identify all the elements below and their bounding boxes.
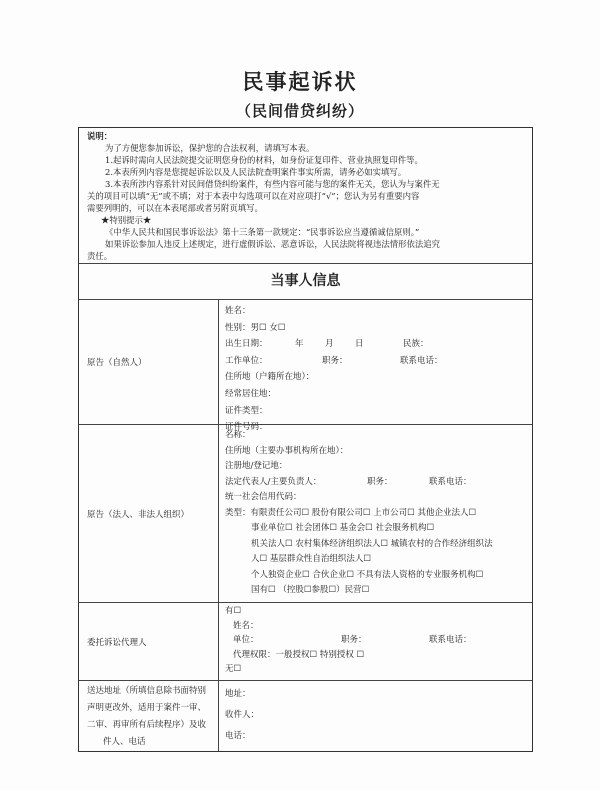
service-address-row [79, 681, 532, 751]
habitual-residence-field[interactable]: 经常居住地： [225, 388, 277, 399]
agent-unit-label: 单位： [233, 635, 259, 645]
legal-rep-line[interactable] [225, 475, 526, 491]
employer-label: 工作单位： [225, 355, 268, 366]
org-address-field[interactable]: 住所地（主要办事机构所在地）： [225, 445, 349, 456]
service-address-field[interactable]: 地址： [225, 689, 251, 699]
document-title: 民事起诉状 [242, 70, 358, 94]
id-type-field[interactable]: 证件类型： [225, 405, 268, 416]
position-label: 职务： [322, 355, 348, 366]
plaintiff-person-label: 原告（自然人） [79, 300, 219, 424]
day-label: 日 [355, 339, 364, 350]
instructions-heading: 说明： [87, 131, 113, 141]
org-type-options[interactable]: 国有☐ （控股☐参股☐）民营☐ [251, 585, 370, 595]
recipient-field[interactable]: 收件人： [225, 710, 260, 720]
instruction-line: 3.本表所涉内容系针对民间借贷纠纷案件，有些内容可能与您的案件无关，您认为与案件无 [105, 179, 440, 189]
agent-has-checkbox[interactable]: 有☐ [225, 606, 242, 616]
instruction-line: 如果诉讼参加人违反上述规定，进行虚假诉讼、恶意诉讼，人民法院将视违法情形依法追究 [105, 239, 440, 249]
name-field[interactable]: 姓名： [225, 306, 251, 316]
agent-name-field[interactable]: 姓名： [233, 620, 259, 631]
service-address-label [79, 681, 219, 751]
org-type-options[interactable]: 类型：有限责任公司☐ 股份有限公司☐ 上市公司☐ 其他企业法人☐ [225, 507, 477, 518]
instruction-line: 为了方便您参加诉讼，保护您的合法权利，请填写本表。 [105, 143, 315, 153]
ethnicity-label: 民族： [403, 339, 429, 350]
phone-label: 联系电话： [400, 355, 443, 366]
form-table [78, 127, 533, 752]
birth-date-field[interactable] [225, 336, 526, 353]
plaintiff-person-row [79, 300, 532, 433]
instruction-line: 责任。 [87, 251, 113, 261]
org-type-options[interactable]: 机关法人☐ 农村集体经济组织法人☐ 城镇农村的合作经济组织法 [251, 538, 493, 549]
org-phone-label: 联系电话： [429, 476, 472, 487]
service-label-line: 声明更改外，适用于案件一审、 [87, 703, 207, 713]
service-label-line: 二审、再审所有后续程序）及收 [87, 720, 207, 730]
instruction-line: 《中华人民共和国民事诉讼法》第十三条第一款规定：“民事诉讼应当遵循诚信原则。” [105, 227, 420, 237]
instruction-line: 2.本表所列内容是您提起诉讼以及人民法院查明案件事实所需，请务必如实填写。 [105, 167, 407, 177]
gender-field[interactable]: 性别：男☐ 女☐ [225, 322, 286, 333]
instruction-line: 1.起诉时需向人民法院提交证明您身份的材料，如身份证复印件、营业执照复印件等。 [105, 155, 423, 165]
agent-row [79, 603, 532, 681]
agent-position-label: 职务： [341, 635, 367, 645]
employer-line[interactable] [225, 353, 526, 370]
org-type-options[interactable]: 事业单位☐ 社会团体☐ 基金会☐ 社会服务机构☐ [251, 523, 435, 533]
birth-date-label: 出生日期： [225, 339, 268, 350]
id-number-field[interactable]: 证件号码： [225, 422, 268, 433]
section-title: 当事人信息 [79, 264, 532, 300]
agent-label: 委托诉讼代理人 [79, 603, 219, 680]
org-type-options[interactable]: 个人独资企业☐ 合伙企业☐ 不具有法人资格的专业服务机构☐ [251, 569, 484, 580]
residence-field[interactable]: 住所地（户籍所在地）： [225, 372, 315, 383]
instruction-line: 关的项目可以填“无”或不填；对于本表中勾选项可以在对应项打“√”；您认为另有重要内容 [87, 191, 420, 201]
agent-unit-line[interactable] [225, 633, 526, 648]
year-label: 年 [295, 339, 304, 350]
agent-fields [219, 603, 532, 680]
service-label-line: 送达地址（所填信息除书面特别 [87, 686, 207, 696]
plaintiff-org-row [79, 425, 532, 603]
plaintiff-org-fields [219, 425, 532, 602]
service-fields [219, 681, 532, 751]
service-label-line: 件人、电话 [103, 737, 146, 747]
org-name-field[interactable]: 名称： [225, 430, 251, 440]
org-type-options[interactable]: 人☐ 基层群众性自治组织法人☐ [251, 554, 371, 564]
agent-none-checkbox[interactable]: 无☐ [225, 664, 242, 674]
service-phone-field[interactable]: 电话： [225, 731, 251, 741]
org-registration-field[interactable]: 注册地/登记地： [225, 461, 288, 471]
legal-rep-label: 法定代表人/主要负责人： [225, 476, 322, 487]
agent-authority-options[interactable]: 代理权限：一般授权☐ 特别授权 ☐ [233, 649, 365, 660]
plaintiff-org-label: 原告（法人、非法人组织） [79, 425, 219, 602]
credit-code-field[interactable]: 统一社会信用代码： [225, 492, 302, 502]
instruction-line: 需要列明的，可以在本表尾部或者另附页填写。 [87, 203, 263, 213]
org-position-label: 职务： [367, 476, 393, 487]
month-label: 月 [325, 339, 334, 350]
special-notice-heading: ★特别提示★ [101, 215, 152, 225]
agent-phone-label: 联系电话： [429, 635, 472, 645]
document-subtitle: （民间借贷纠纷） [235, 102, 364, 120]
instructions-block [79, 128, 532, 264]
plaintiff-person-fields [219, 300, 532, 433]
